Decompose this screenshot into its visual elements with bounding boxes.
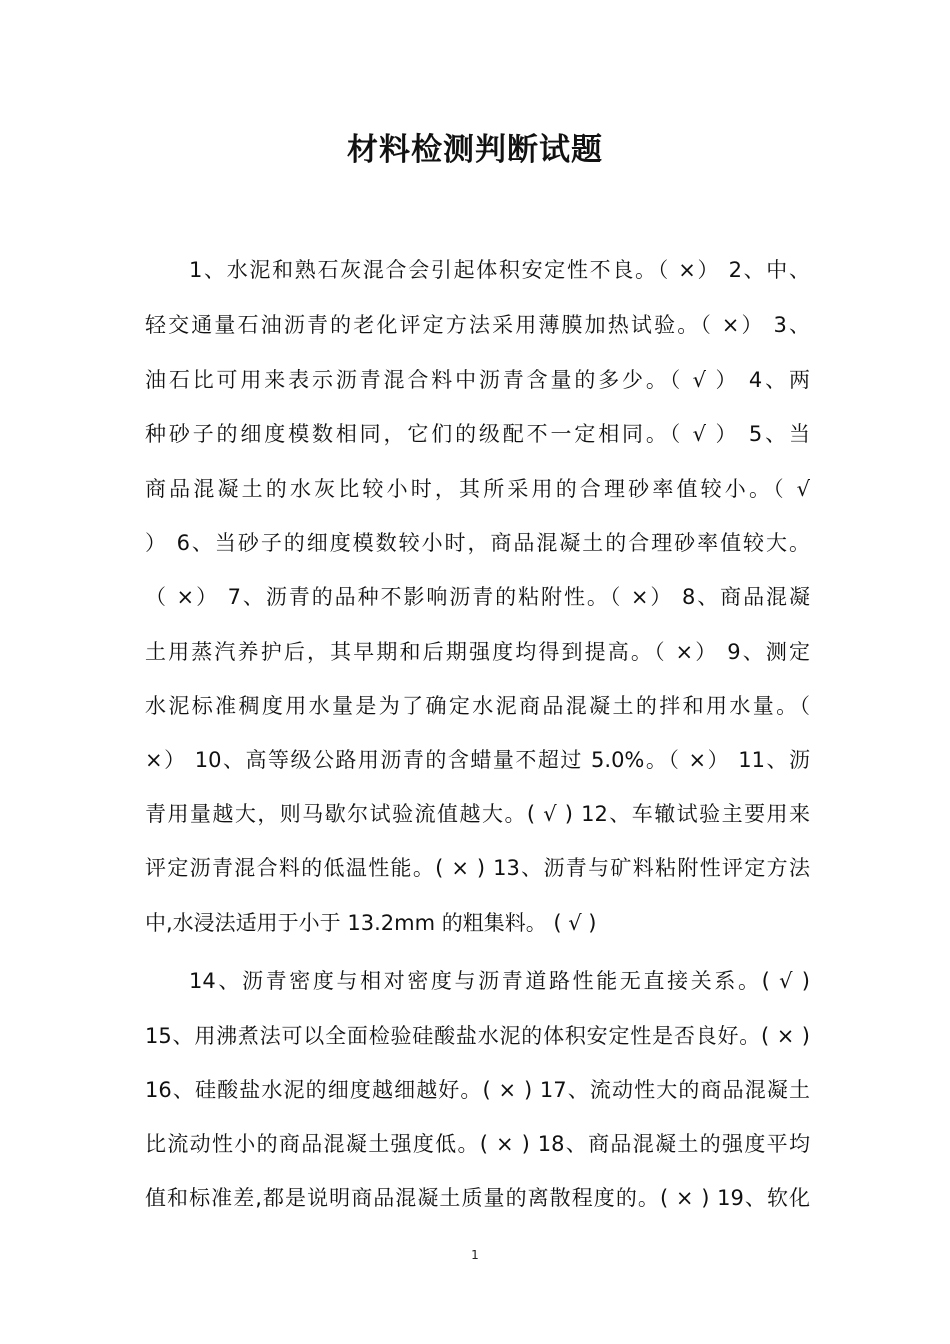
text-line: 油石比可用来表示沥青混合料中沥青含量的多少。（ √ ） 4、两: [145, 368, 810, 392]
text-line: ） 6、当砂子的细度模数较小时，商品混凝土的合理砂率值较大。: [145, 531, 810, 555]
text-line: （ ×） 7、沥青的品种不影响沥青的粘附性。（ ×） 8、商品混凝: [145, 585, 810, 609]
page-number: 1: [471, 1248, 479, 1262]
text-line: 评定沥青混合料的低温性能。( × ) 13、沥青与矿料粘附性评定方法: [145, 856, 810, 880]
text-line: 16、硅酸盐水泥的细度越细越好。( × ) 17、流动性大的商品混凝土: [145, 1078, 810, 1102]
text-line: 1、水泥和熟石灰混合会引起体积安定性不良。（ ×） 2、中、: [189, 258, 810, 282]
text-line: 14、沥青密度与相对密度与沥青道路性能无直接关系。( √ ): [189, 969, 810, 993]
text-line: 值和标准差,都是说明商品混凝土质量的离散程度的。( × ) 19、软化: [145, 1186, 810, 1210]
text-line: 商品混凝土的水灰比较小时，其所采用的合理砂率值较小。（ √: [145, 477, 810, 501]
text-line: ×） 10、高等级公路用沥青的含蜡量不超过 5.0%。（ ×） 11、沥: [145, 748, 810, 772]
text-line: 土用蒸汽养护后，其早期和后期强度均得到提高。（ ×） 9、测定: [145, 640, 810, 664]
text-line: 比流动性小的商品混凝土强度低。( × ) 18、商品混凝土的强度平均: [145, 1132, 810, 1156]
text-line: 水泥标准稠度用水量是为了确定水泥商品混凝土的拌和用水量。（: [145, 694, 810, 718]
text-line: 青用量越大，则马歇尔试验流值越大。( √ ) 12、车辙试验主要用来: [145, 802, 810, 826]
text-line: 15、用沸煮法可以全面检验硅酸盐水泥的体积安定性是否良好。( × ): [145, 1024, 810, 1048]
text-line: 种砂子的细度模数相同，它们的级配不一定相同。（ √ ） 5、当: [145, 422, 810, 446]
text-line: 中,水浸法适用于小于 13.2mm 的粗集料。 ( √ ): [145, 911, 597, 935]
page-title: 材料检测判断试题: [347, 132, 603, 168]
text-line: 轻交通量石油沥青的老化评定方法采用薄膜加热试验。（ ×） 3、: [145, 313, 810, 337]
